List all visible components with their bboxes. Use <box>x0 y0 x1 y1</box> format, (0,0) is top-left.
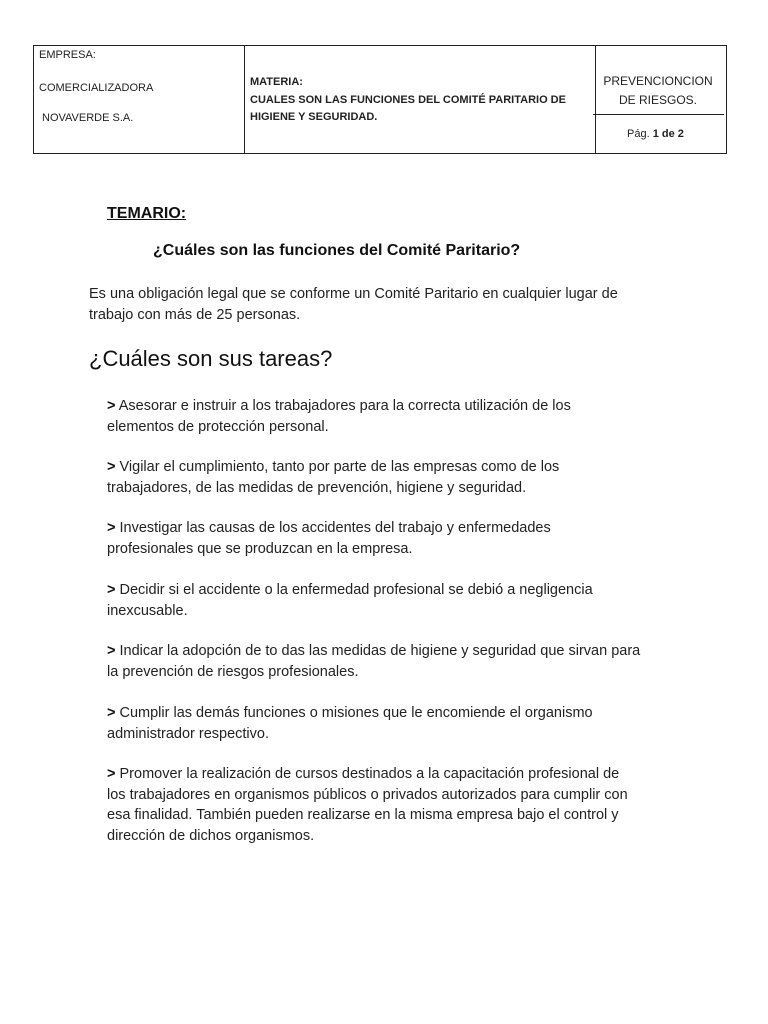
task-item-3-line-1: Investigar las causas de los accidentes del trabajo y enfermedades <box>119 520 551 536</box>
task-item-7-line-2: los trabajadores en organismos públicos o privados autorizados para cumplir con <box>107 786 628 803</box>
task-item-6 <box>107 703 672 744</box>
materia-line-1: CUALES SON LAS FUNCIONES DEL COMITÉ PARITARIO DE <box>250 94 566 106</box>
bullet-marker: > <box>107 398 116 414</box>
task-item-7 <box>107 764 677 846</box>
task-item-5-line-2: la prevención de riesgos profesionales. <box>107 663 359 680</box>
page-value: 1 de 2 <box>652 128 684 140</box>
prevencion-line-1: PREVENCIONCION <box>603 74 713 88</box>
bullet-marker: > <box>107 643 116 659</box>
temario-heading: TEMARIO: <box>107 205 187 222</box>
bullet-marker: > <box>107 459 116 475</box>
page-number <box>627 128 684 140</box>
task-item-6-line-2: administrador respectivo. <box>107 725 269 742</box>
task-item-3 <box>107 518 672 559</box>
task-item-1-line-1: Asesorar e instruir a los trabajadores para la correcta utilización de los <box>118 398 571 414</box>
intro-paragraph <box>89 284 679 325</box>
materia-line-2: HIGIENE Y SEGURIDAD. <box>250 111 378 123</box>
task-item-3-line-2: profesionales que se produzcan en la empresa. <box>107 540 413 557</box>
task-item-6-line-1: Cumplir las demás funciones o misiones que le encomiende el organismo <box>119 705 593 721</box>
page-prefix: Pág. <box>627 128 650 140</box>
task-item-4-line-2: inexcusable. <box>107 602 188 619</box>
tareas-heading: ¿Cuáles son sus tareas? <box>89 346 333 371</box>
header-divider <box>593 114 724 115</box>
task-item-4-line-1: Decidir si el accidente o la enfermedad profesional se debió a negligencia <box>119 582 593 598</box>
materia-label: MATERIA: <box>250 76 303 88</box>
bullet-marker: > <box>107 520 116 536</box>
task-item-2-line-1: Vigilar el cumplimiento, tanto por parte de las empresas como de los <box>119 459 560 475</box>
task-item-7-line-3: esa finalidad. También pueden realizarse en la misma empresa bajo el control y <box>107 807 619 823</box>
empresa-cell <box>34 46 245 154</box>
task-item-7-line-4: dirección de dichos organismos. <box>107 827 315 844</box>
bullet-marker: > <box>107 705 116 721</box>
prevencion-line-2: DE RIESGOS. <box>618 93 698 107</box>
task-item-2-line-2: trabajadores, de las medidas de prevención, higiene y seguridad. <box>107 479 527 496</box>
task-item-5 <box>107 641 677 682</box>
task-item-7-line-1: Promover la realización de cursos destinados a la capacitación profesional de <box>119 766 620 782</box>
empresa-label: EMPRESA: <box>39 49 96 61</box>
document-subtitle: ¿Cuáles son las funciones del Comité Paritario? <box>153 242 521 259</box>
intro-line-2: trabajo con más de 25 personas. <box>89 306 301 323</box>
task-item-4 <box>107 580 672 621</box>
task-item-1 <box>107 396 672 437</box>
task-item-5-line-1: Indicar la adopción de to das las medidas de higiene y seguridad que sirvan para <box>119 643 641 659</box>
task-item-1-line-2: elementos de protección personal. <box>107 418 329 435</box>
empresa-name-line-2: NOVAVERDE S.A. <box>42 112 134 124</box>
intro-line-1: Es una obligación legal que se conforme un Comité Paritario en cualquier lugar de <box>89 286 618 302</box>
empresa-name-line-1: COMERCIALIZADORA <box>39 82 154 94</box>
task-item-2 <box>107 457 672 498</box>
bullet-marker: > <box>107 766 116 782</box>
bullet-marker: > <box>107 582 116 598</box>
